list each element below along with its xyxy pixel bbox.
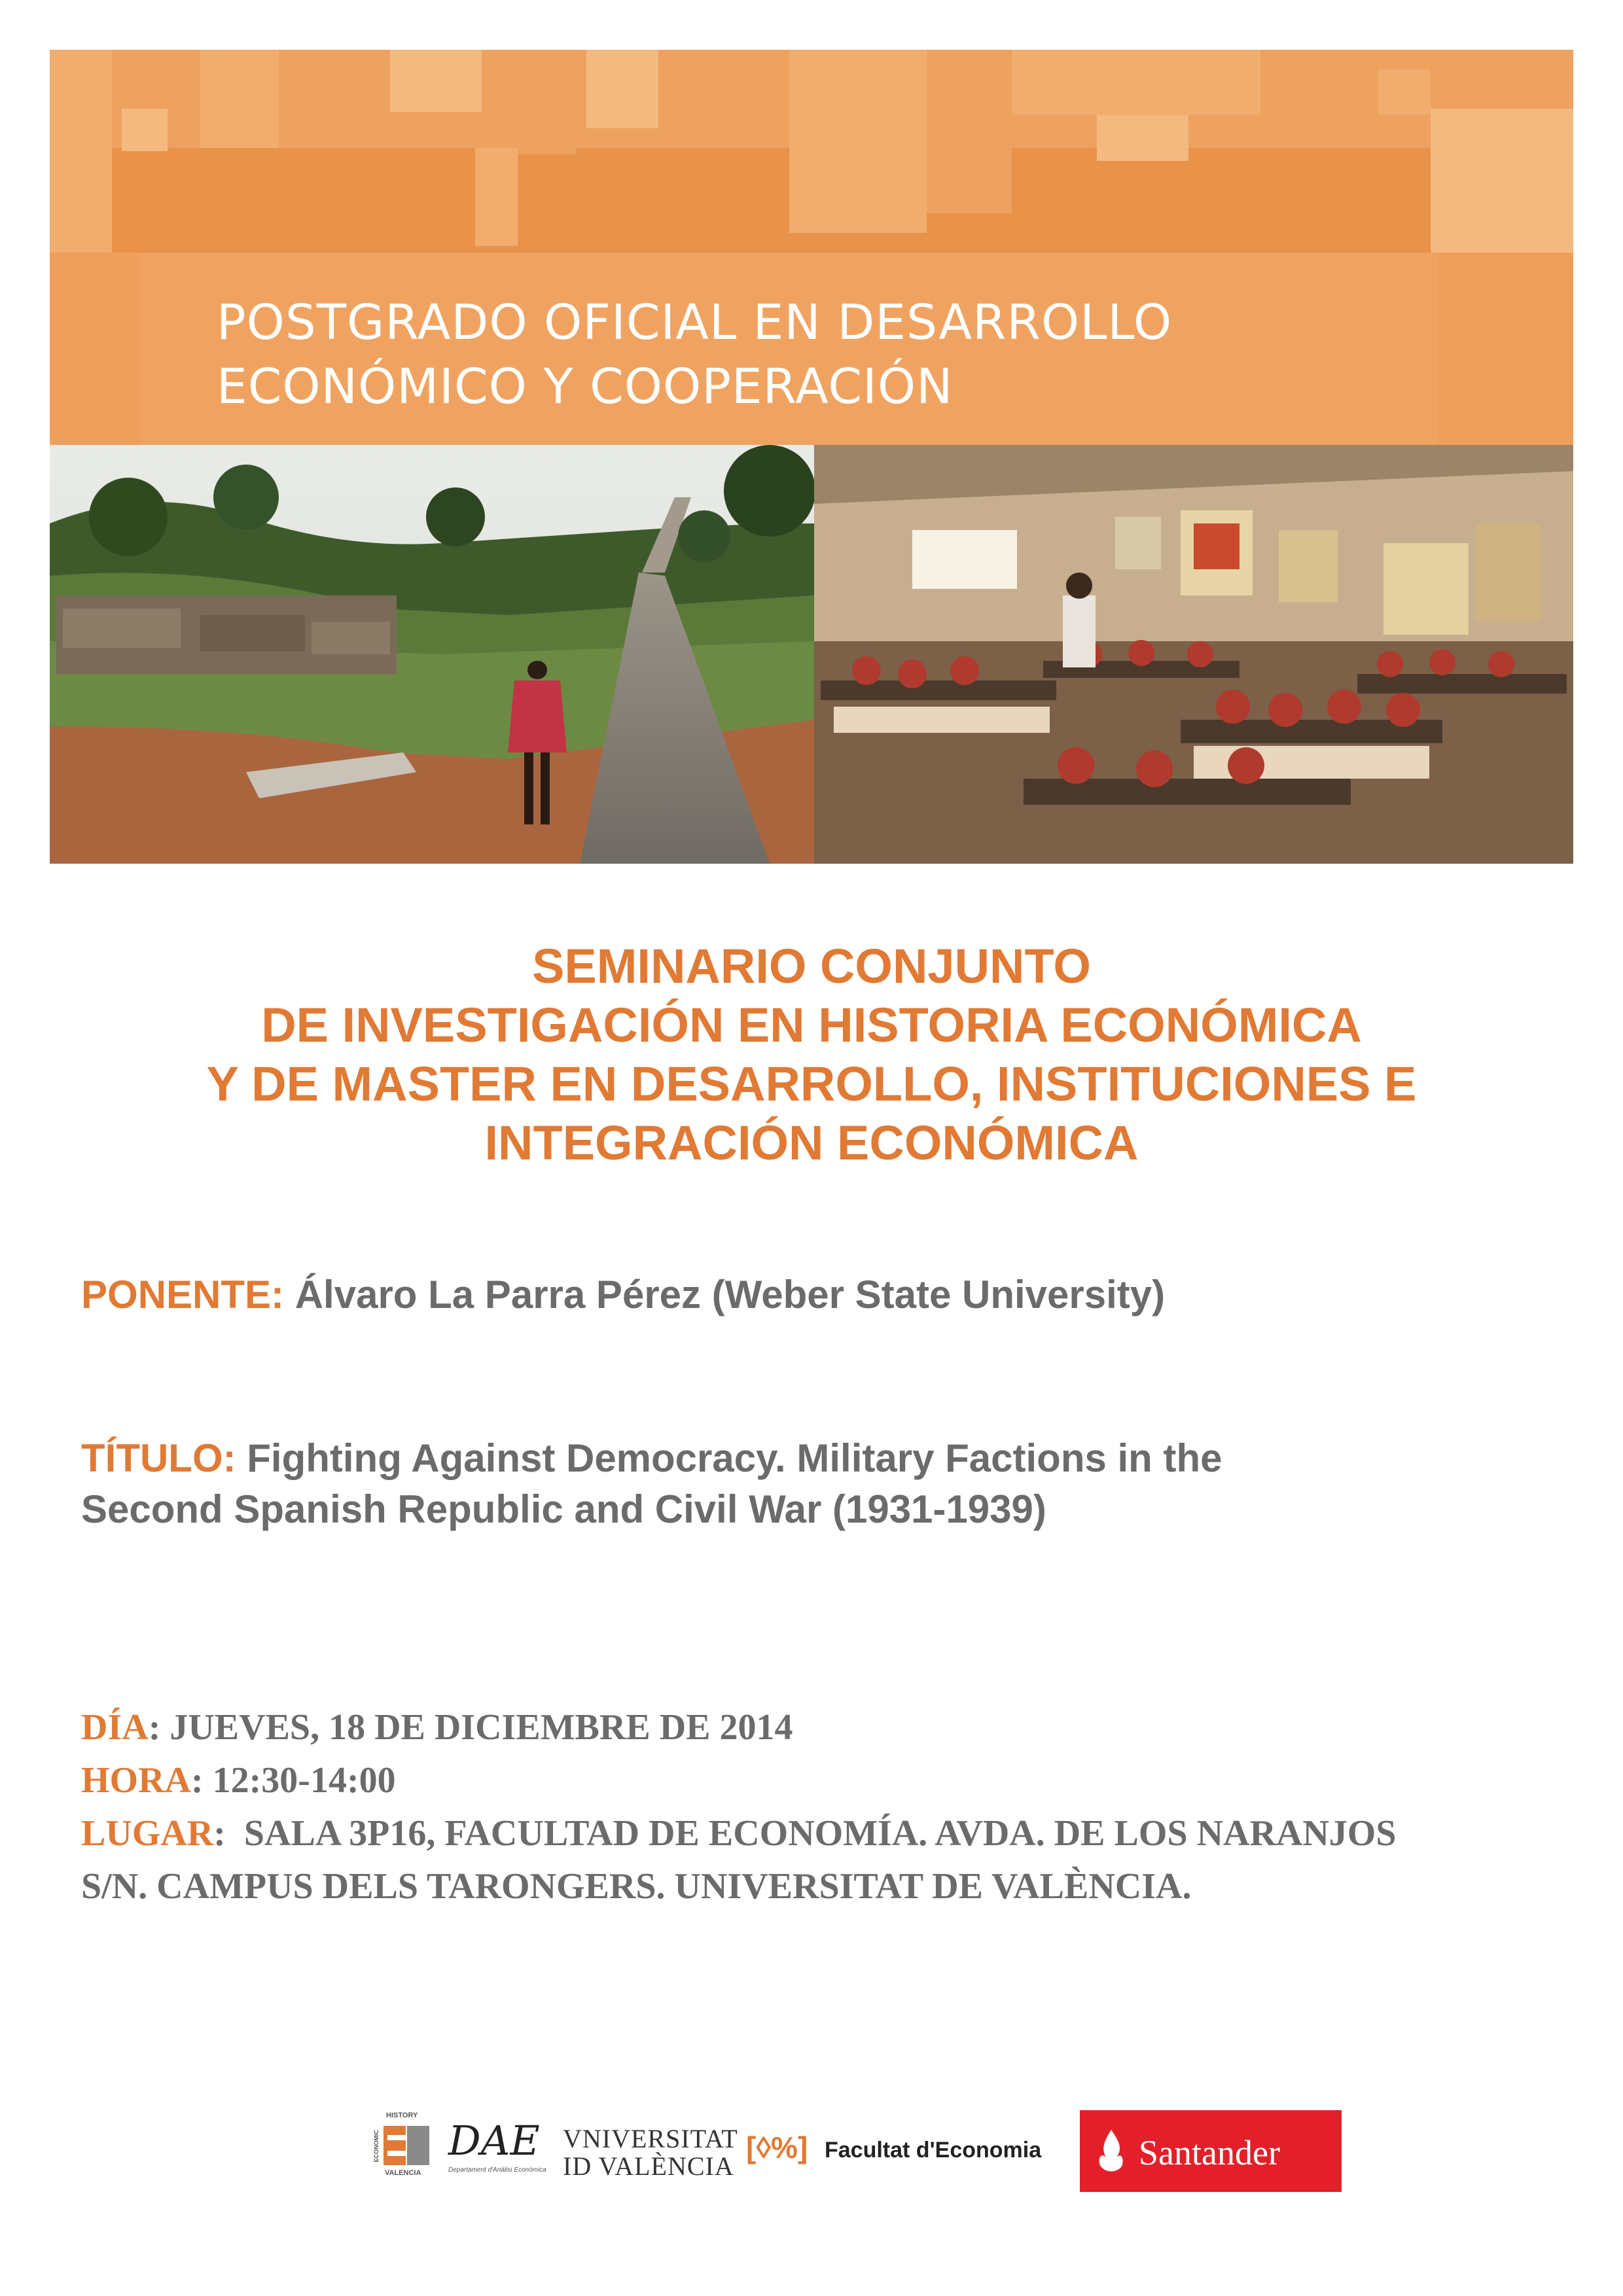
speaker-name: Álvaro La Parra Pérez (Weber State University) [294, 1273, 1166, 1316]
santander-logo: Santander [1080, 2110, 1342, 2192]
place-label: LUGAR [81, 1813, 214, 1854]
flame-icon [1093, 2128, 1130, 2174]
time-label: HORA [81, 1760, 191, 1801]
place-line1: SALA 3P16, FACULTAD DE ECONOMÍA. AVDA. DE LOS NARANJOS [243, 1813, 1397, 1854]
faculty-symbol-logo: [◊%] [746, 2130, 808, 2164]
day-value: JUEVES, 18 DE DICIEMBRE DE 2014 [169, 1707, 793, 1748]
talk-title-line1: Fighting Against Democracy. Military Factions in the [247, 1436, 1222, 1480]
banner-title-line1: POSTGRADO OFICIAL EN DESARROLLO [217, 294, 1173, 351]
heading-line2: DE INVESTIGACIÓN EN HISTORIA ECONÓMICA [261, 998, 1362, 1052]
sponsor-logos [373, 2110, 1342, 2192]
day-label: DÍA [81, 1707, 149, 1748]
time-value: 12:30-14:00 [212, 1760, 396, 1801]
event-details [81, 1701, 1560, 1913]
place-row: LUGAR: SALA 3P16, FACULTAD DE ECONOMÍA. AVDA. DE LOS NARANJOS [81, 1813, 1397, 1854]
talk-title-line2: Second Spanish Republic and Civil War (1931-1939) [81, 1487, 1046, 1531]
place-line2: S/N. CAMPUS DELS TARONGERS. UNIVERSITAT DE VALÈNCIA. [81, 1866, 1192, 1907]
classroom-photo [814, 445, 1573, 864]
talk-title: TÍTULO: Fighting Against Democracy. Military Factions in the Second Spanish Republic and Civil War (1931-1939) [81, 1433, 1222, 1535]
time-row: HORA: 12:30-14:00 [81, 1760, 396, 1801]
heading-line4: INTEGRACIÓN ECONÓMICA [484, 1116, 1139, 1170]
banner-title-line2: ECONÓMICO Y COOPERACIÓN [217, 359, 954, 415]
heading-line1: SEMINARIO CONJUNTO [532, 939, 1091, 993]
universitat-valencia-logo: VNIVERSITAT ID VALÈNCIA [563, 2124, 738, 2181]
banner-title [217, 291, 1172, 419]
speaker-line: PONENTE: Álvaro La Parra Pérez (Weber State University) [81, 1273, 1166, 1316]
economic-history-logo: HISTORY ECONOMIC VALENCIA [373, 2110, 435, 2192]
seminar-heading [50, 937, 1573, 1173]
speaker-label: PONENTE [81, 1273, 272, 1316]
road-photo [50, 445, 814, 864]
day-row: DÍA: JUEVES, 18 DE DICIEMBRE DE 2014 [81, 1707, 793, 1748]
facultat-economia-logo: Facultat d'Economia [825, 2138, 1042, 2163]
talk-label: TÍTULO [81, 1436, 223, 1480]
dae-logo: DAE Departament d'Anàlisi Econòmica [448, 2117, 546, 2174]
header-banner [50, 50, 1573, 445]
photo-strip [50, 445, 1573, 864]
heading-line3: Y DE MASTER EN DESARROLLO, INSTITUCIONES E [206, 1057, 1417, 1111]
